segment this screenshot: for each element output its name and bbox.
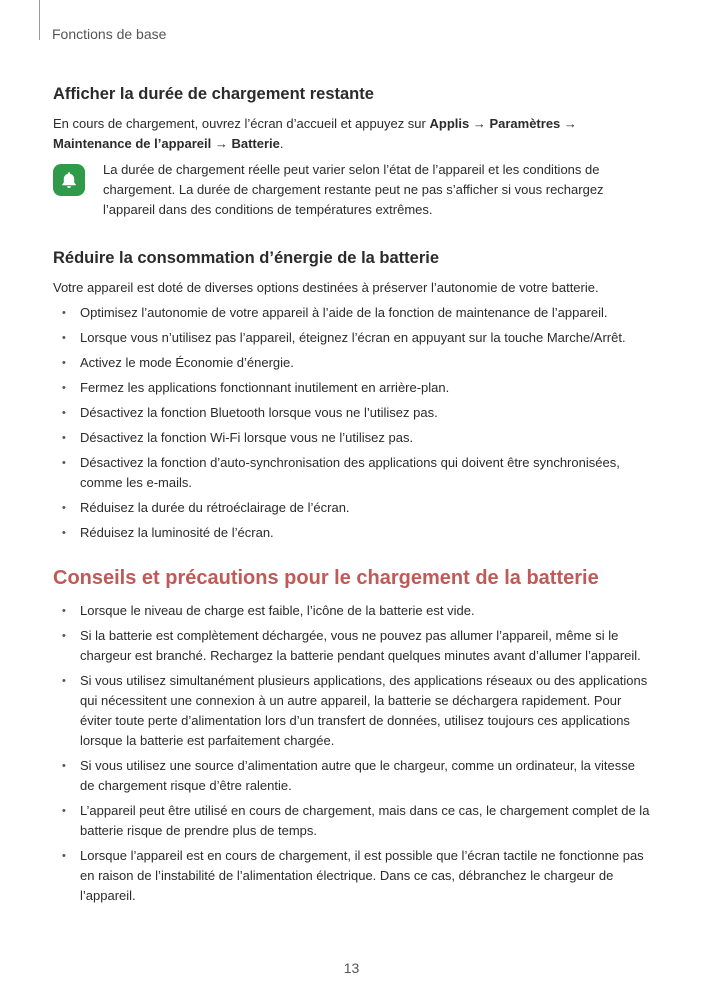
header-divider (39, 0, 40, 40)
reduce-consumption-intro: Votre appareil est doté de diverses options destinées à préserver l’autonomie de votre batterie. (53, 280, 599, 295)
list-item: • Désactivez la fonction d’auto-synchronisation des applications qui doivent être synchronisées, comme les e-mails. (62, 455, 620, 490)
path-arrow-3: → (211, 136, 232, 151)
note-block (53, 160, 653, 220)
path-arrow-1: → (469, 116, 490, 131)
path-arrow-2: → (560, 116, 577, 131)
list-item: • Désactivez la fonction Wi-Fi lorsque vous ne l’utilisez pas. (62, 430, 414, 445)
page-content (53, 84, 653, 911)
page-number: 13 (343, 960, 360, 976)
list-item: • Fermez les applications fonctionnant inutilement en arrière-plan. (62, 380, 450, 395)
list-item: • Si la batterie est complètement déchargée, vous ne pouvez pas allumer l’appareil, même si le chargeur est branché. Rechargez la batterie pendant quelques minutes avant d’allumer l’appareil. (62, 628, 641, 663)
reduce-consumption-title: Réduire la consommation d’énergie de la batterie (53, 249, 440, 267)
list-item: • Activez le mode Économie d’énergie. (62, 355, 294, 370)
path-apps: Applis (429, 116, 470, 131)
reduce-consumption-list (53, 303, 653, 543)
list-item: • Réduisez la luminosité de l’écran. (62, 525, 274, 540)
tips-section-title: Conseils et précautions pour le chargement de la batterie (53, 567, 599, 589)
path-maintenance: Maintenance de l’appareil (53, 136, 212, 151)
list-item: • Lorsque vous n’utilisez pas l’appareil, éteignez l’écran en appuyant sur la touche Marche/Arrêt. (62, 330, 626, 345)
path-battery: Batterie (231, 136, 280, 151)
list-item: • Si vous utilisez une source d’alimentation autre que le chargeur, comme un ordinateur, la vitesse de chargement risque d’être ralentie. (62, 758, 635, 793)
list-item: • L’appareil peut être utilisé en cours de chargement, mais dans ce cas, le chargement complet de la batterie risque de prendre plus de temps. (62, 803, 650, 838)
charging-time-title: Afficher la durée de chargement restante (53, 85, 374, 103)
list-item: • Lorsque l’appareil est en cours de chargement, il est possible que l’écran tactile ne fonctionne pas en raison de l’instabilité de l’alimentation électrique. Dans ce cas, débranchez le chargeur de l’appareil. (62, 848, 644, 903)
list-item: • Optimisez l’autonomie de votre appareil à l’aide de la fonction de maintenance de l’appareil. (62, 305, 608, 320)
list-item: • Désactivez la fonction Bluetooth lorsque vous ne l’utilisez pas. (62, 405, 438, 420)
list-item: • Réduisez la durée du rétroéclairage de l’écran. (62, 500, 350, 515)
list-item: • Si vous utilisez simultanément plusieurs applications, des applications réseaux ou des applications qui nécessitent une connexion à un autre appareil, la batterie se déchargera rapidement. Pour éviter toute perte d’alimentation lors d’un transfert de données, utilisez toujours ces applications lorsque la batterie est parfaitement chargée. (62, 673, 648, 748)
running-header: Fonctions de base (52, 26, 167, 42)
bell-icon (53, 164, 85, 196)
tips-list (53, 601, 653, 906)
instructions-suffix: . (279, 136, 284, 151)
bell-icon-glyph (59, 170, 79, 190)
charging-time-instructions (53, 114, 653, 154)
path-settings: Paramètres (489, 116, 561, 131)
list-item: • Lorsque le niveau de charge est faible, l’icône de la batterie est vide. (62, 603, 475, 618)
note-text: La durée de chargement réelle peut varier selon l’état de l’appareil et les conditions de chargement. La durée de chargement restante peut ne pas s’afficher si vous rechargez l’appareil dans des conditions de températures extrêmes. (103, 162, 604, 217)
instructions-prefix: En cours de chargement, ouvrez l’écran d’accueil et appuyez sur (53, 116, 430, 131)
